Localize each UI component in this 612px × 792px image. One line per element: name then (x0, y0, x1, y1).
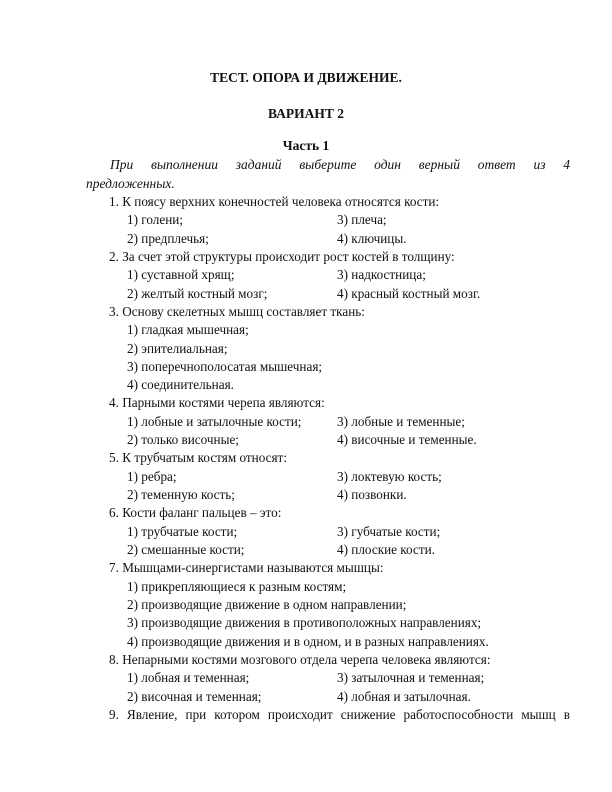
answer-option: 2) смешанные кости; (127, 542, 245, 557)
answer-option: 2) только височные; (127, 432, 239, 447)
question-2: 2. За счет этой структуры происходит рост костей в толщину: (109, 249, 455, 264)
answer-option: 2) производящие движение в одном направлении; (127, 597, 407, 612)
question-6: 6. Кости фаланг пальцев – это: (109, 505, 282, 520)
answer-option: 3) лобные и теменные; (337, 414, 465, 429)
answer-option: 2) височная и теменная; (127, 689, 262, 704)
answer-option: 3) надкостница; (337, 267, 426, 282)
answer-option: 2) предплечья; (127, 231, 209, 246)
answer-option: 3) плеча; (337, 212, 387, 227)
answer-option: 3) производящие движения в противоположных направлениях; (127, 615, 482, 630)
answer-option: 4) плоские кости. (337, 542, 435, 557)
answer-option: 1) голени; (127, 212, 183, 227)
answer-option: 4) лобная и затылочная. (337, 689, 471, 704)
part-heading: Часть 1 (282, 138, 330, 153)
answer-option: 3) поперечнополосатая мышечная; (127, 359, 323, 374)
answer-option: 3) затылочная и теменная; (337, 670, 485, 685)
answer-option: 3) губчатые кости; (337, 524, 441, 539)
answer-option: 1) гладкая мышечная; (127, 322, 249, 337)
answer-option: 2) эпителиальная; (127, 341, 228, 356)
question-7: 7. Мышцами-синергистами называются мышцы: (109, 560, 384, 575)
answer-option: 4) красный костный мозг. (337, 286, 481, 301)
answer-option: 2) желтый костный мозг; (127, 286, 268, 301)
question-3: 3. Основу скелетных мышц составляет ткань: (109, 304, 365, 319)
instruction-line-1: При выполнении заданий выберите один верный ответ из 4 (110, 157, 570, 172)
answer-option: 4) позвонки. (337, 487, 407, 502)
question-9: 9. Явление, при котором происходит снижение работоспособности мышц в (109, 707, 570, 722)
answer-option: 1) лобная и теменная; (127, 670, 250, 685)
answer-option: 2) теменную кость; (127, 487, 235, 502)
answer-option: 4) соединительная. (127, 377, 234, 392)
answer-option: 1) трубчатые кости; (127, 524, 238, 539)
answer-option: 4) ключицы. (337, 231, 407, 246)
answer-option: 1) ребра; (127, 469, 177, 484)
answer-option: 4) височные и теменные. (337, 432, 477, 447)
question-5: 5. К трубчатым костям относят: (109, 450, 287, 465)
answer-option: 3) локтевую кость; (337, 469, 442, 484)
instruction-line-2: предложенных. (86, 176, 175, 191)
page-title: ТЕСТ. ОПОРА И ДВИЖЕНИЕ. (210, 70, 402, 85)
question-4: 4. Парными костями черепа являются: (109, 395, 325, 410)
variant-heading: ВАРИАНТ 2 (267, 106, 345, 121)
answer-option: 4) производящие движения и в одном, и в разных направлениях. (127, 634, 489, 649)
answer-option: 1) суставной хрящ; (127, 267, 235, 282)
answer-option: 1) лобные и затылочные кости; (127, 414, 302, 429)
answer-option: 1) прикрепляющиеся к разным костям; (127, 579, 347, 594)
question-8: 8. Непарными костями мозгового отдела черепа человека являются: (109, 652, 491, 667)
question-1: 1. К поясу верхних конечностей человека относятся кости: (109, 194, 440, 209)
